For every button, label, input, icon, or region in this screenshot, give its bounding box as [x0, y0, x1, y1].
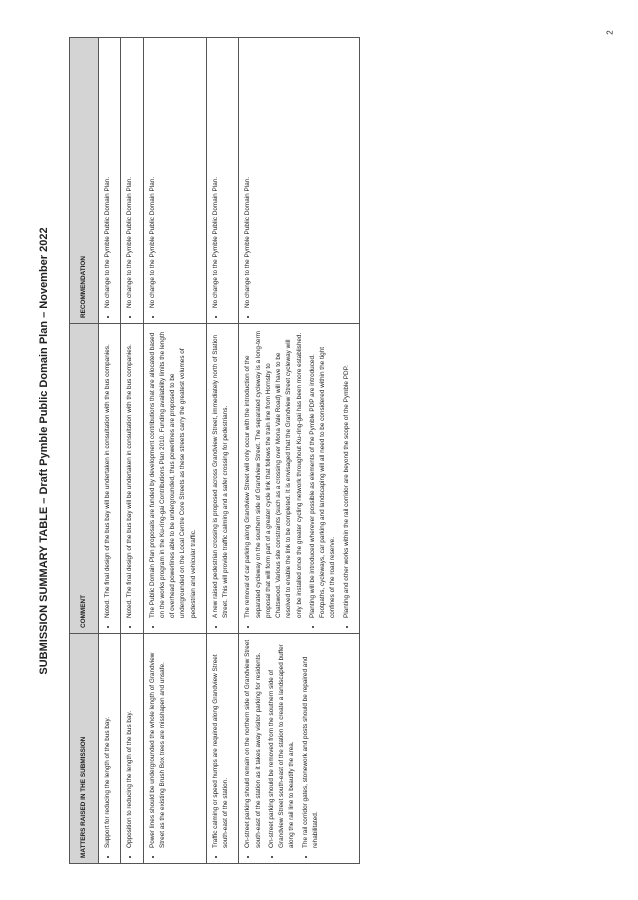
bullet-list: [103, 639, 113, 858]
header-recommendation: RECOMMENDATION: [70, 38, 99, 324]
bullet-item: • A new raised pedestrian crossing is proposed across Grandview Street, immediately north of Station Street. This will provide traffic calming and a safer crossing for pedestrians.: [211, 329, 232, 618]
header-matters: MATTERS RAISED IN THE SUBMISSION: [70, 634, 99, 864]
recommendation-cell: [99, 38, 121, 324]
bullet-item: • No change to the Pymble Public Domain Plan.: [148, 43, 158, 308]
table-row: [121, 38, 143, 864]
bullet-list: [148, 639, 169, 858]
bullet-list: [125, 329, 135, 628]
bullet-list: [211, 639, 232, 858]
bullet-item: • The Public Domain Plan proposals are funded by development contributions that are allocated based on the works program in the Ku-ring-gai Contributions Plan 2010. Funding availability limits the length of overhead powerlines able to be undergrounded, thus powerlines are proposed to be undergrounded on the Local Centre Core Streets as these streets carry the greatest volumes of pedestrian and vehicular traffic.: [148, 329, 199, 618]
bullet-item: • Planting will be introduced wherever possible as elements of the Pymble PDP are introduced. Footpaths, cycleways, car parking and landscaping will all need to be considered within the tight confines of the road reserve.: [308, 329, 339, 618]
table-row: [239, 38, 360, 864]
bullet-list: [211, 329, 232, 628]
bullet-list: [103, 43, 113, 318]
bullet-item: • Noted. The final design of the bus bay will be undertaken in consultation with the bus companies.: [103, 329, 113, 618]
table-header-row: [70, 38, 99, 864]
bullet-item: • No change to the Pymble Public Domain Plan.: [211, 43, 221, 308]
bullet-list: [125, 639, 135, 858]
bullet-item: • No change to the Pymble Public Domain Plan.: [103, 43, 113, 308]
bullet-item: • Support for reducing the length of the bus bay.: [103, 639, 113, 848]
comment-cell: [143, 324, 206, 634]
bullet-item: • Opposition to reducing the length of the bus bay.: [125, 639, 135, 848]
recommendation-cell: [206, 38, 239, 324]
bullet-list: [148, 43, 158, 318]
page-title: SUBMISSION SUMMARY TABLE – Draft Pymble Public Domain Plan – November 2022: [38, 227, 50, 675]
bullet-item: • Power lines should be undergrounded the whole length of Grandview Street as the existing Brush Box trees are misshapen and unsafe.: [148, 639, 169, 848]
bullet-item: • No change to the Pymble Public Domain Plan.: [125, 43, 135, 308]
matters-cell: [206, 634, 239, 864]
bullet-item: • The removal of car parking along Grandview Street will only occur with the introduction of the separated cycleway on the southern side of Grandview Street. The separated cycleway is a long-term proposal that will form part of a greater cycle link that follows the train line from Hornsby to Chatswood. Various site constraints (such as a crossing over Mona Vale Road) will have to be resolved to enable the link to be completed. It is envisaged that the Grandview Street cycleway will only be installed once the greater cycling network throughout Ku-ring-gai has been more established.: [243, 329, 305, 618]
header-comment: COMMENT: [70, 324, 99, 634]
table-row: [143, 38, 206, 864]
bullet-item: • On-street parking should be removed from the southern side of Grandview Street south-east of the station to create a landscaped buffer along the rail line to beautify the area.: [267, 639, 298, 848]
table-row: [99, 38, 121, 864]
page-number: 2: [605, 30, 615, 35]
bullet-list: [243, 639, 321, 858]
table-row: [206, 38, 239, 864]
rotated-page-content: [29, 38, 589, 864]
comment-cell: [206, 324, 239, 634]
matters-cell: [143, 634, 206, 864]
bullet-list: [211, 43, 221, 318]
bullet-list: [148, 329, 199, 628]
bullet-item: • Noted. The final design of the bus bay will be undertaken in consultation with the bus companies.: [125, 329, 135, 618]
bullet-list: [125, 43, 135, 318]
bullet-item: • On-street parking should remain on the northern side of Grandview Street south-east of the station as it takes away visitor parking for residents.: [243, 639, 264, 848]
bullet-item: • Traffic calming or speed humps are required along Grandview Street south-east of the station.: [211, 639, 232, 848]
comment-cell: [99, 324, 121, 634]
bullet-item: • The rail corridor gates, stonework and posts should be repaired and rehabilitated.: [301, 639, 322, 848]
recommendation-cell: [143, 38, 206, 324]
matters-cell: [99, 634, 121, 864]
recommendation-cell: [121, 38, 143, 324]
comment-cell: [239, 324, 360, 634]
recommendation-cell: [239, 38, 360, 324]
submission-summary-table: [69, 37, 360, 864]
bullet-list: [243, 43, 253, 318]
comment-cell: [121, 324, 143, 634]
matters-cell: [121, 634, 143, 864]
bullet-item: • No change to the Pymble Public Domain Plan.: [243, 43, 253, 308]
bullet-list: [243, 329, 352, 628]
bullet-item: • Planting and other works within the rail corridor are beyond the scope of the Pymble PDP.: [342, 329, 352, 618]
matters-cell: [239, 634, 360, 864]
bullet-list: [103, 329, 113, 628]
